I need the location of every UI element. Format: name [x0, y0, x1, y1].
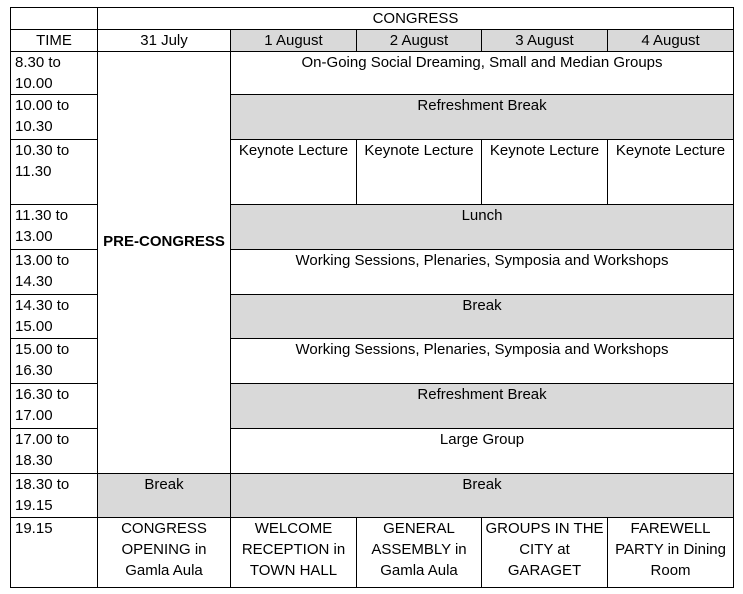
pre-congress-cell	[98, 52, 231, 474]
time-slot: 14.30 to 15.00	[11, 295, 98, 339]
time-slot: 10.30 to 11.30	[11, 140, 98, 205]
day-heading: 1 August	[231, 30, 357, 52]
pre-congress-label: PRE-CONGRESS	[103, 232, 225, 250]
day-heading: 4 August	[608, 30, 734, 52]
keynote-cell: Keynote Lecture	[357, 140, 482, 205]
day-heading: 3 August	[482, 30, 608, 52]
keynote-cell: Keynote Lecture	[608, 140, 734, 205]
corner-cell	[11, 8, 98, 30]
time-heading: TIME	[11, 30, 98, 52]
time-slot: 11.30 to 13.00	[11, 205, 98, 250]
break-cell: Lunch	[231, 205, 734, 250]
day-header-row	[11, 30, 734, 52]
time-slot: 15.00 to 16.30	[11, 339, 98, 384]
evening-event-cell: GENERAL ASSEMBLY in Gamla Aula	[357, 518, 482, 588]
congress-heading: CONGRESS	[98, 8, 734, 30]
day-heading: 31 July	[98, 30, 231, 52]
table-row	[11, 52, 734, 95]
time-slot: 8.30 to 10.00	[11, 52, 98, 95]
evening-event-cell: WELCOME RECEPTION in TOWN HALL	[231, 518, 357, 588]
schedule-table	[10, 7, 734, 588]
table-row	[11, 518, 734, 588]
time-slot: 13.00 to 14.30	[11, 250, 98, 295]
break-cell: Refreshment Break	[231, 384, 734, 429]
evening-event-cell: CONGRESS OPENING in Gamla Aula	[98, 518, 231, 588]
day-heading: 2 August	[357, 30, 482, 52]
break-cell: Refreshment Break	[231, 95, 734, 140]
break-cell: Break	[231, 295, 734, 339]
congress-header-row	[11, 8, 734, 30]
session-cell: Large Group	[231, 429, 734, 474]
evening-event-cell: GROUPS IN THE CITY at GARAGET	[482, 518, 608, 588]
session-cell: On-Going Social Dreaming, Small and Median Groups	[231, 52, 734, 95]
session-cell: Working Sessions, Plenaries, Symposia and Workshops	[231, 339, 734, 384]
time-slot: 19.15	[11, 518, 98, 588]
evening-event-cell: FAREWELL PARTY in Dining Room	[608, 518, 734, 588]
break-cell: Break	[98, 474, 231, 518]
table-row	[11, 474, 734, 518]
keynote-cell: Keynote Lecture	[482, 140, 608, 205]
session-cell: Working Sessions, Plenaries, Symposia and Workshops	[231, 250, 734, 295]
time-slot: 16.30 to 17.00	[11, 384, 98, 429]
keynote-cell: Keynote Lecture	[231, 140, 357, 205]
time-slot: 17.00 to 18.30	[11, 429, 98, 474]
time-slot: 10.00 to 10.30	[11, 95, 98, 140]
break-cell: Break	[231, 474, 734, 518]
time-slot: 18.30 to 19.15	[11, 474, 98, 518]
